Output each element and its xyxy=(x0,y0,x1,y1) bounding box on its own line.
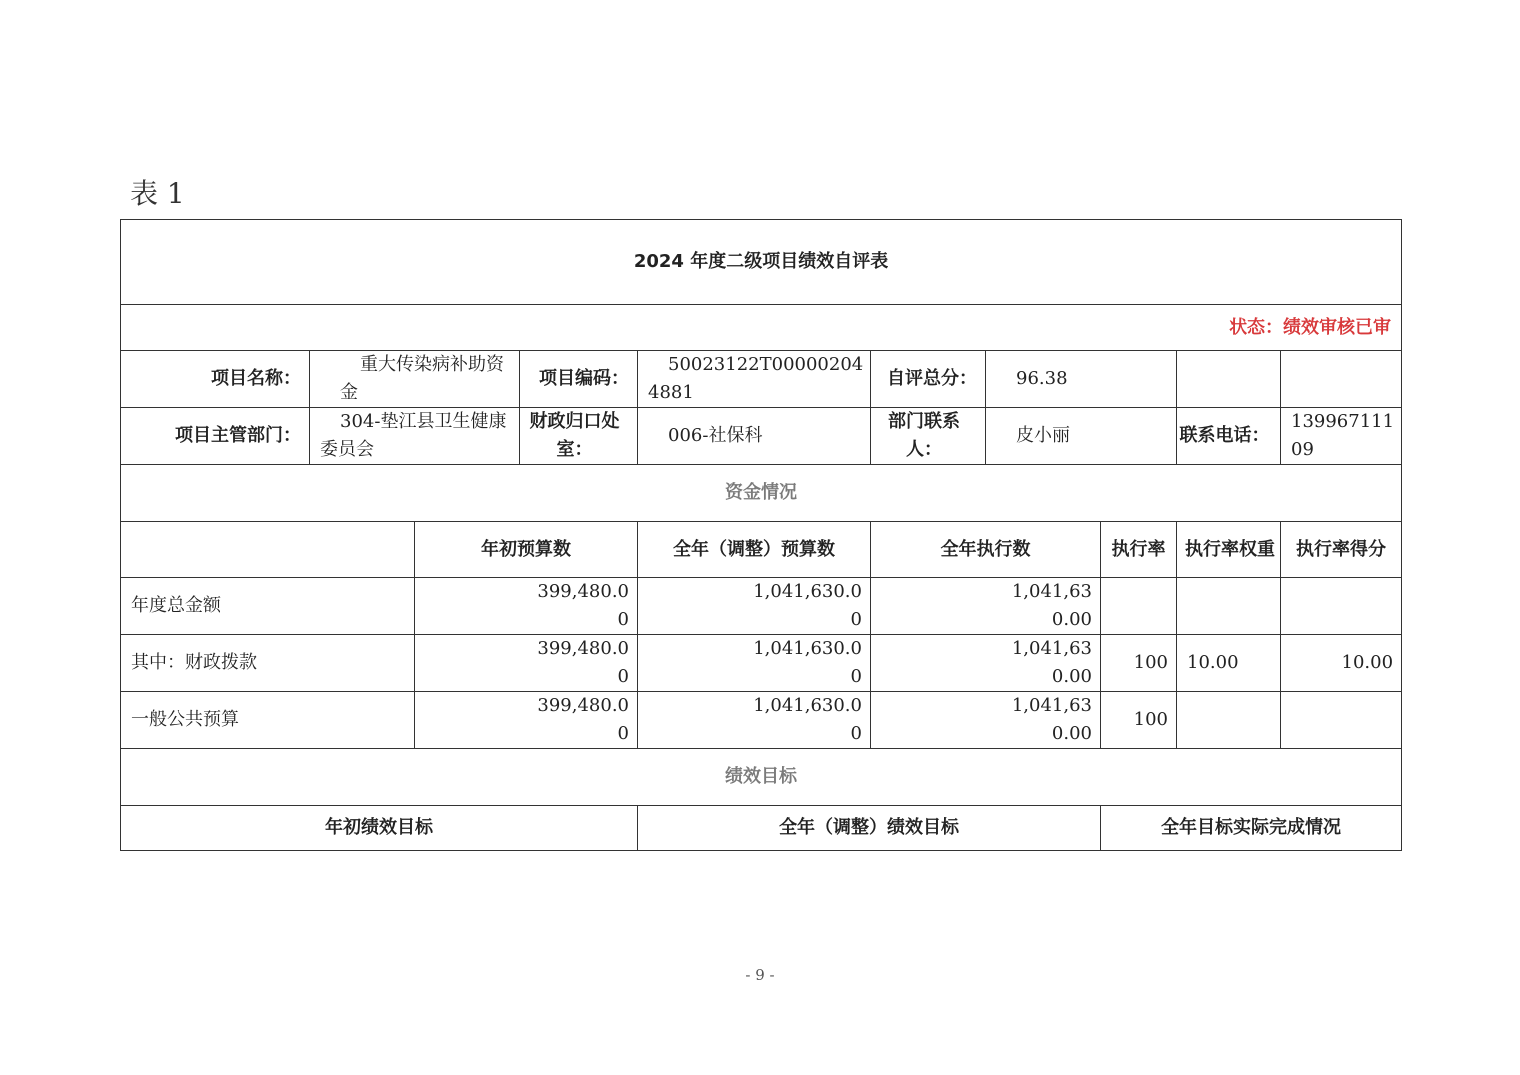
adjusted-budget: 1,041,630.00 xyxy=(638,635,871,692)
initial-budget: 399,480.00 xyxy=(415,635,638,692)
table-number: 表 1 xyxy=(130,177,185,210)
executed-amount: 1,041,630.00 xyxy=(871,635,1101,692)
contact-label: 部门联系人： xyxy=(871,408,986,465)
execution-rate xyxy=(1101,578,1177,635)
executed-amount: 1,041,630.00 xyxy=(871,692,1101,749)
initial-budget: 399,480.00 xyxy=(415,578,638,635)
project-name-value: 重大传染病补助资金 xyxy=(310,351,520,408)
goals-header-actual: 全年目标实际完成情况 xyxy=(1101,806,1402,851)
goals-header-initial: 年初绩效目标 xyxy=(121,806,638,851)
execution-rate: 100 xyxy=(1101,692,1177,749)
funds-section-title: 资金情况 xyxy=(121,465,1402,522)
finance-label: 财政归口处室： xyxy=(520,408,638,465)
row-label: 其中：财政拨款 xyxy=(121,635,415,692)
finance-value: 006-社保科 xyxy=(638,408,871,465)
phone-label: 联系电话： xyxy=(1177,408,1281,465)
rate-weight: 10.00 xyxy=(1177,635,1281,692)
funds-header-adjusted: 全年（调整）预算数 xyxy=(638,522,871,578)
funds-header-score: 执行率得分 xyxy=(1281,522,1402,578)
initial-budget: 399,480.00 xyxy=(415,692,638,749)
funds-header-blank xyxy=(121,522,415,578)
table-row xyxy=(121,692,1402,749)
table-row xyxy=(121,635,1402,692)
performance-sheet xyxy=(120,219,1401,851)
adjusted-budget: 1,041,630.00 xyxy=(638,692,871,749)
phone-value: 13996711109 xyxy=(1281,408,1402,465)
rate-weight xyxy=(1177,578,1281,635)
row-label: 年度总金额 xyxy=(121,578,415,635)
project-code-label: 项目编码： xyxy=(520,351,638,408)
funds-header-rate: 执行率 xyxy=(1101,522,1177,578)
page-title: 2024 年度二级项目绩效自评表 xyxy=(121,220,1402,305)
project-name-label: 项目名称： xyxy=(121,351,310,408)
empty-cell xyxy=(1177,351,1281,408)
row-label: 一般公共预算 xyxy=(121,692,415,749)
funds-header-executed: 全年执行数 xyxy=(871,522,1101,578)
score-label: 自评总分： xyxy=(871,351,986,408)
adjusted-budget: 1,041,630.00 xyxy=(638,578,871,635)
dept-value: 304-垫江县卫生健康委员会 xyxy=(310,408,520,465)
execution-rate: 100 xyxy=(1101,635,1177,692)
rate-score xyxy=(1281,692,1402,749)
score-value: 96.38 xyxy=(986,351,1177,408)
page-number: - 9 - xyxy=(745,966,775,984)
performance-table xyxy=(120,219,1402,851)
empty-cell xyxy=(1281,351,1402,408)
status-badge: 状态：绩效审核已审 xyxy=(121,305,1402,351)
goals-header-adjusted: 全年（调整）绩效目标 xyxy=(638,806,1101,851)
funds-header-weight: 执行率权重 xyxy=(1177,522,1281,578)
rate-weight xyxy=(1177,692,1281,749)
project-code-value: 50023122T000002044881 xyxy=(638,351,871,408)
rate-score xyxy=(1281,578,1402,635)
funds-header-initial: 年初预算数 xyxy=(415,522,638,578)
dept-label: 项目主管部门： xyxy=(121,408,310,465)
table-row xyxy=(121,578,1402,635)
contact-value: 皮小丽 xyxy=(986,408,1177,465)
goals-section-title: 绩效目标 xyxy=(121,749,1402,806)
executed-amount: 1,041,630.00 xyxy=(871,578,1101,635)
rate-score: 10.00 xyxy=(1281,635,1402,692)
